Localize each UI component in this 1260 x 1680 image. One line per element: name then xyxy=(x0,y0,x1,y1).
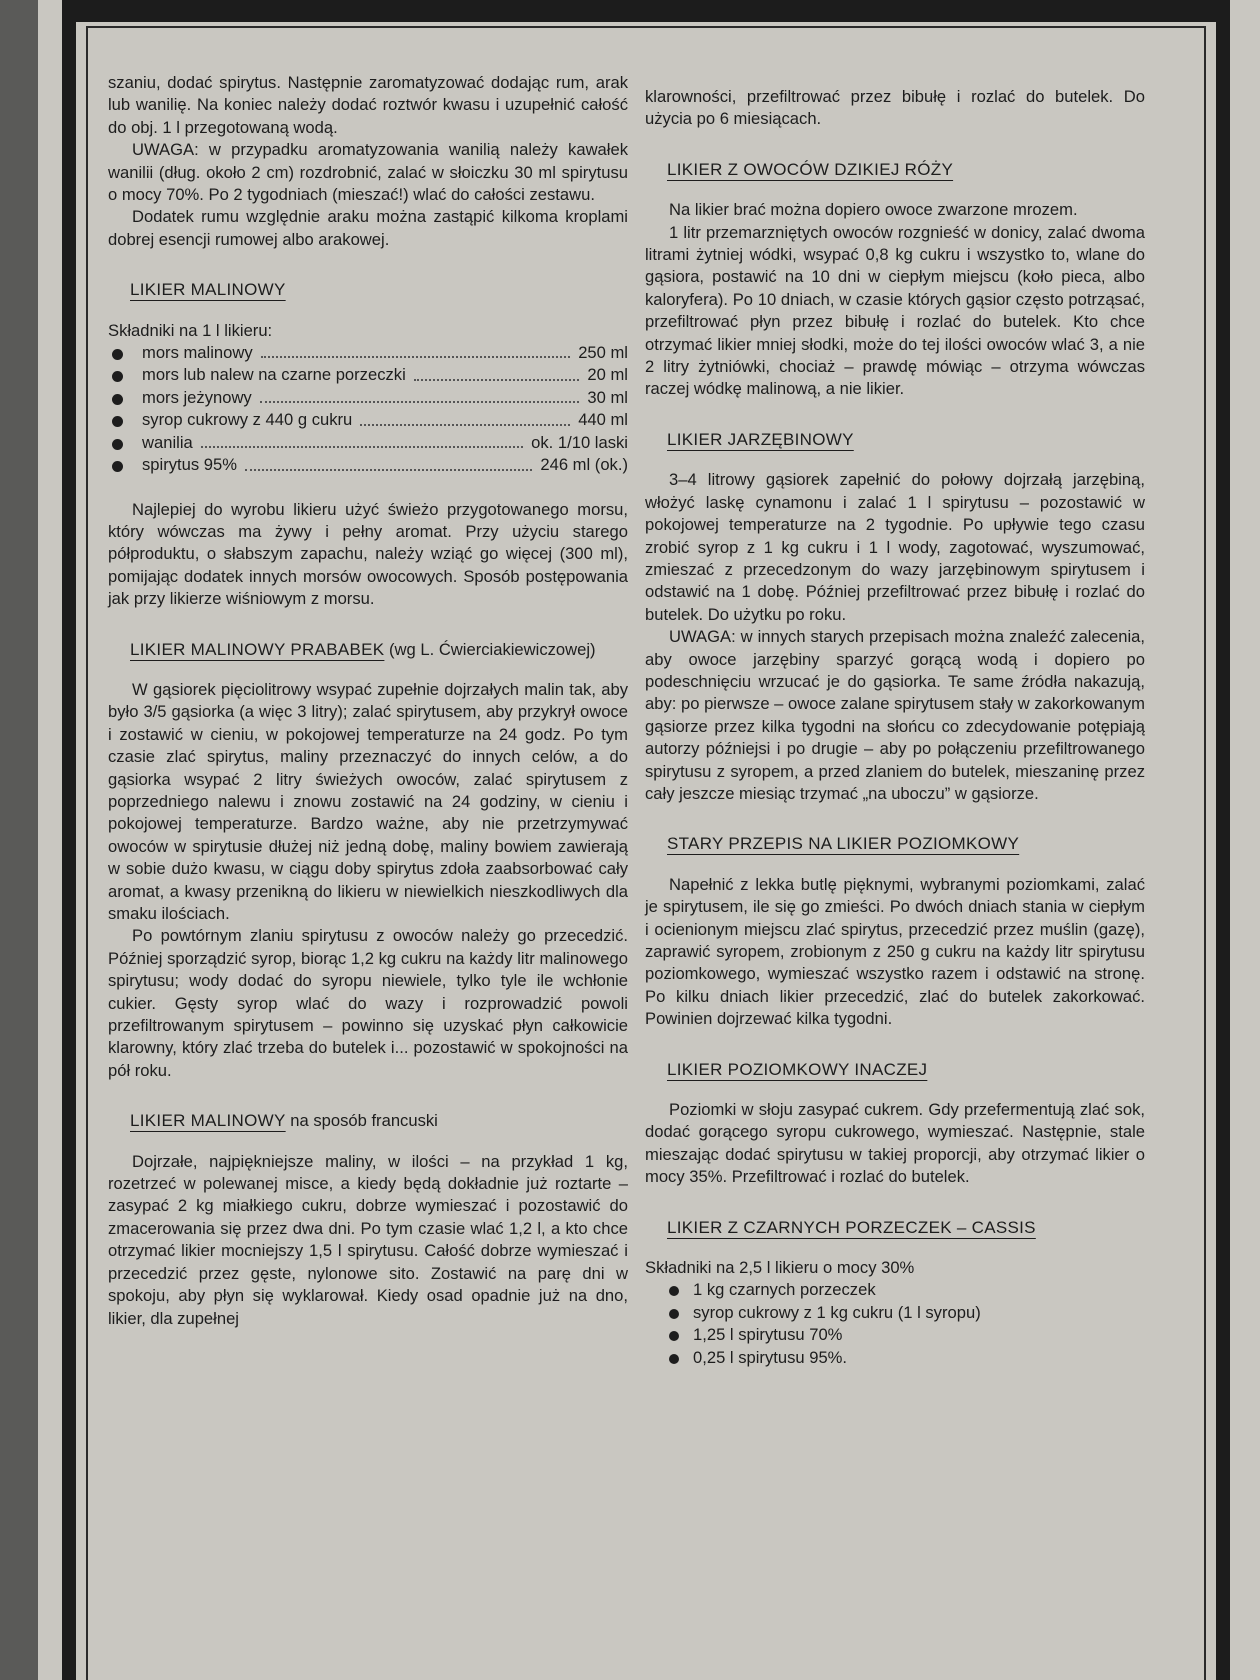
recipe-title-poziomkowy-inaczej: LIKIER POZIOMKOWY INACZEJ xyxy=(667,1059,928,1079)
ingredients-label: Składniki na 1 l likieru: xyxy=(108,320,273,340)
recipe-title-malinowy: LIKIER MALINOWY xyxy=(130,280,286,300)
left-column xyxy=(108,72,628,1330)
recipe-text: Najlepiej do wyrobu likieru użyć świeżo przygotowanego morsu, który wówczas ma żywy i pełny aromat. Przy użyciu starego półproduktu, o słabszym zapachu, należy wziąć go więcej (300 ml), pomijając dodatek innych morsów owocowych. Sposób postępowania jak przy likierze wiśniowym z morsu. xyxy=(108,499,628,609)
recipe-text: W gąsiorek pięciolitrowy wsypać zupełnie dojrzałych malin tak, aby było 3/5 gąsiorka (a więc 3 litry); zalać spirytusem, aby przykrył owoce i zostawić w cieniu, w pokojowej temperaturze na 24 godz. Po tym czasie zlać spirytus, maliny przeznaczyć do innych celów, a do gąsiorka wsypać 2 litry świeżych owoców, zalać spirytusem z poprzedniego nalewu i znowu zostawić na 24 godziny, w cieniu i pokojowej temperaturze. Bardzo ważne, aby nie przetrzymywać owoców w spirytusie dłużej niż jedną dobę, maliny bowiem zawierają w sobie dużo kwasu, w ciągu doby spirytus zdoła zaabsorbować cały aromat, a kwasy przenikną do likieru w niewielkich nieszkodliwych dla smaku ilościach. xyxy=(108,679,628,923)
recipe-heading-francuski xyxy=(108,1110,628,1132)
recipe-subtitle: (wg L. Ćwierciakiewiczowej) xyxy=(389,639,596,659)
list-item: syrop cukrowy z 1 kg cukru (1 l syropu) xyxy=(693,1302,1145,1324)
list-item: spirytus 95% 246 ml (ok.) xyxy=(142,454,628,476)
recipe-title-poziomkowy: STARY PRZEPIS NA LIKIER POZIOMKOWY xyxy=(667,834,1020,854)
recipe-title-prababek: LIKIER MALINOWY PRABABEK xyxy=(130,639,385,659)
ingredients-label: Składniki na 2,5 l likieru o mocy 30% xyxy=(645,1258,915,1278)
list-item: 1 kg czarnych porzeczek xyxy=(693,1279,1145,1301)
recipe-title-dzika-roza: LIKIER Z OWOCÓW DZIKIEJ RÓŻY xyxy=(667,159,954,179)
page-frame-top xyxy=(62,0,1230,22)
continuation-text: klarowności, przefiltrować przez bibułę i rozlać do butelek. Do użycia po 6 miesiącach. xyxy=(645,87,1145,129)
recipe-text: Po powtórnym zlaniu spirytusu z owoców należy go przecedzić. Później sporządzić syrop, biorąc 1,2 kg cukru na każdy litr malinowego spirytusu; wody dodać do syropu niewiele, tylko tyle ile wchłonie cukier. Gęsty syrop wlać do wazy i rozprowadzić powoli przefiltrowanym spirytusem – powinno się uzyskać płyn całkowicie klarowny, który zlać trzeba do butelek i... pozostawić w spokojności na pół roku. xyxy=(108,926,628,1080)
recipe-note: UWAGA: w innych starych przepisach można znaleźć zalecenia, aby owoce jarzębiny sparzyć gorącą wodą i dopiero po podeschnięciu wrzucać je do gąsiorka. Te same źródła nakazują, aby: po pierwsze – owoce zalane spirytusem stały w zakorkowanym gąsiorze przez kilka tygodni na słońcu co zdecydowanie potępiają autorzy późniejsi i po drugie – aby po połączeniu przefiltrowanego spirytusu z syropem, a przed zlaniem do butelek, mieszaninę przez cały jeszcze miesiąc trzymać „na uboczu” w gąsiorze. xyxy=(645,627,1145,803)
recipe-text: Napełnić z lekka butlę pięknymi, wybranymi poziomkami, zalać je spirytusem, ile się go zmieści. Po dwóch dniach stania w ciepłym i ocienionym miejscu zlać spirytus, przecedzić przez muślin (gazę), zaprawić syropem, zrobionym z 250 g cukru na każdy litr spirytusu poziomkowego, wymieszać wszystko razem i odstawić na stronę. Po kilku dniach likier przecedzić, zlać do butelek zakorkować. Powinien dojrzewać kilka tygodni. xyxy=(645,874,1145,1029)
intro-note: UWAGA: w przypadku aromatyzowania wanilią należy kawałek wanilii (dług. około 2 cm) rozdrobnić, zalać w słoiczku 30 ml spirytusu o mocy 70%. Po 2 tygodniach (mieszać!) wlać do całości zestawu. xyxy=(108,140,628,205)
list-item: 0,25 l spirytusu 95%. xyxy=(693,1347,1145,1369)
recipe-title-francuski: LIKIER MALINOWY xyxy=(130,1111,286,1131)
recipe-text: Poziomki w słoju zasypać cukrem. Gdy przefermentują zlać sok, dodać gorącego syropu cukrowego, wymieszać. Następnie, stale mieszając dodać spirytusu w takiej proporcji, aby otrzymać likier o mocy 35%. Przefiltrować i rozlać do butelek. xyxy=(645,1100,1145,1187)
recipe-text: 3–4 litrowy gąsiorek zapełnić do połowy dojrzałą jarzębiną, włożyć laskę cynamonu i zalać 1 l spirytusu – pozostawić w pokojowej temperaturze na 2 tygodnie. Po upływie tego czasu zrobić syrop z 1 kg cukru i 1 l wody, zagotować, wyszumować, zmieszać z przecedzonym do wazy jarzębinowym spirytusem i odstawić na 1 dobę. Później przefiltrować przez bibułę i rozlać do butelek. Do użytku po roku. xyxy=(645,470,1145,624)
ingredients-list xyxy=(645,1279,1145,1369)
right-column xyxy=(645,72,1145,1369)
recipe-heading-prababek xyxy=(108,639,628,661)
recipe-title-jarzebinowy: LIKIER JARZĘBINOWY xyxy=(667,429,854,449)
recipe-text: Na likier brać można dopiero owoce zwarzone mrozem. xyxy=(669,200,1078,220)
list-item: wanilia ok. 1/10 laski xyxy=(142,432,628,454)
list-item: 1,25 l spirytusu 70% xyxy=(693,1324,1145,1346)
intro-paragraph: Dodatek rumu względnie araku można zastąpić kilkoma kroplami dobrej esencji rumowej albo arakowej. xyxy=(108,207,628,249)
list-item: mors lub nalew na czarne porzeczki 20 ml xyxy=(142,364,628,386)
intro-paragraph: szaniu, dodać spirytus. Następnie zaromatyzować dodając rum, arak lub wanilię. Na koniec należy dodać roztwór kwasu i uzupełnić całość do obj. 1 l przegotowaną wodą. xyxy=(108,73,628,137)
recipe-text: 1 litr przemarzniętych owoców rozgnieść w donicy, zalać dwoma litrami żytniej wódki, wsypać 0,8 kg cukru i wszystko to, wlane do gąsiora, postawić na 10 dni w ciepłym miejscu (koło pieca, albo kaloryfera). Po 10 dniach, w czasie których gąsior często potrząsać, przefiltrować płyn przez bibułę i rozlać do butelek. Kto chce otrzymać likier mniej słodki, może do tej ilości owoców wlać 3, a nie 2 litry żytniówki, chociaż – prawdę mówiąc – otrzyma wówczas raczej wódkę malinową, a nie likier. xyxy=(645,222,1145,399)
list-item: mors malinowy 250 ml xyxy=(142,342,628,364)
list-item: syrop cukrowy z 440 g cukru 440 ml xyxy=(142,409,628,431)
recipe-subtitle: na sposób francuski xyxy=(290,1111,438,1131)
list-item: mors jeżynowy 30 ml xyxy=(142,387,628,409)
recipe-text: Dojrzałe, najpiękniejsze maliny, w ilości – na przykład 1 kg, rozetrzeć w polewanej misce, a kiedy będą dokładnie już roztarte – zasypać 2 kg miałkiego cukru, dobrze wymieszać i pozostawić do zmacerowania się przez dwa dni. Po tym czasie wlać 1,2 l, a kto chce otrzymać likier mocniejszy 1,5 l spirytusu. Całość dobrze wymieszać i przecedzić przez gęste, nylonowe sito. Zostawić na parę dni w spokoju, aby płyn się wyklarował. Kiedy osad opadnie już na dno, likier, dla zupełnej xyxy=(108,1151,628,1328)
ingredients-list xyxy=(108,342,628,476)
recipe-title-cassis: LIKIER Z CZARNYCH PORZECZEK – CASSIS xyxy=(667,1217,1036,1237)
